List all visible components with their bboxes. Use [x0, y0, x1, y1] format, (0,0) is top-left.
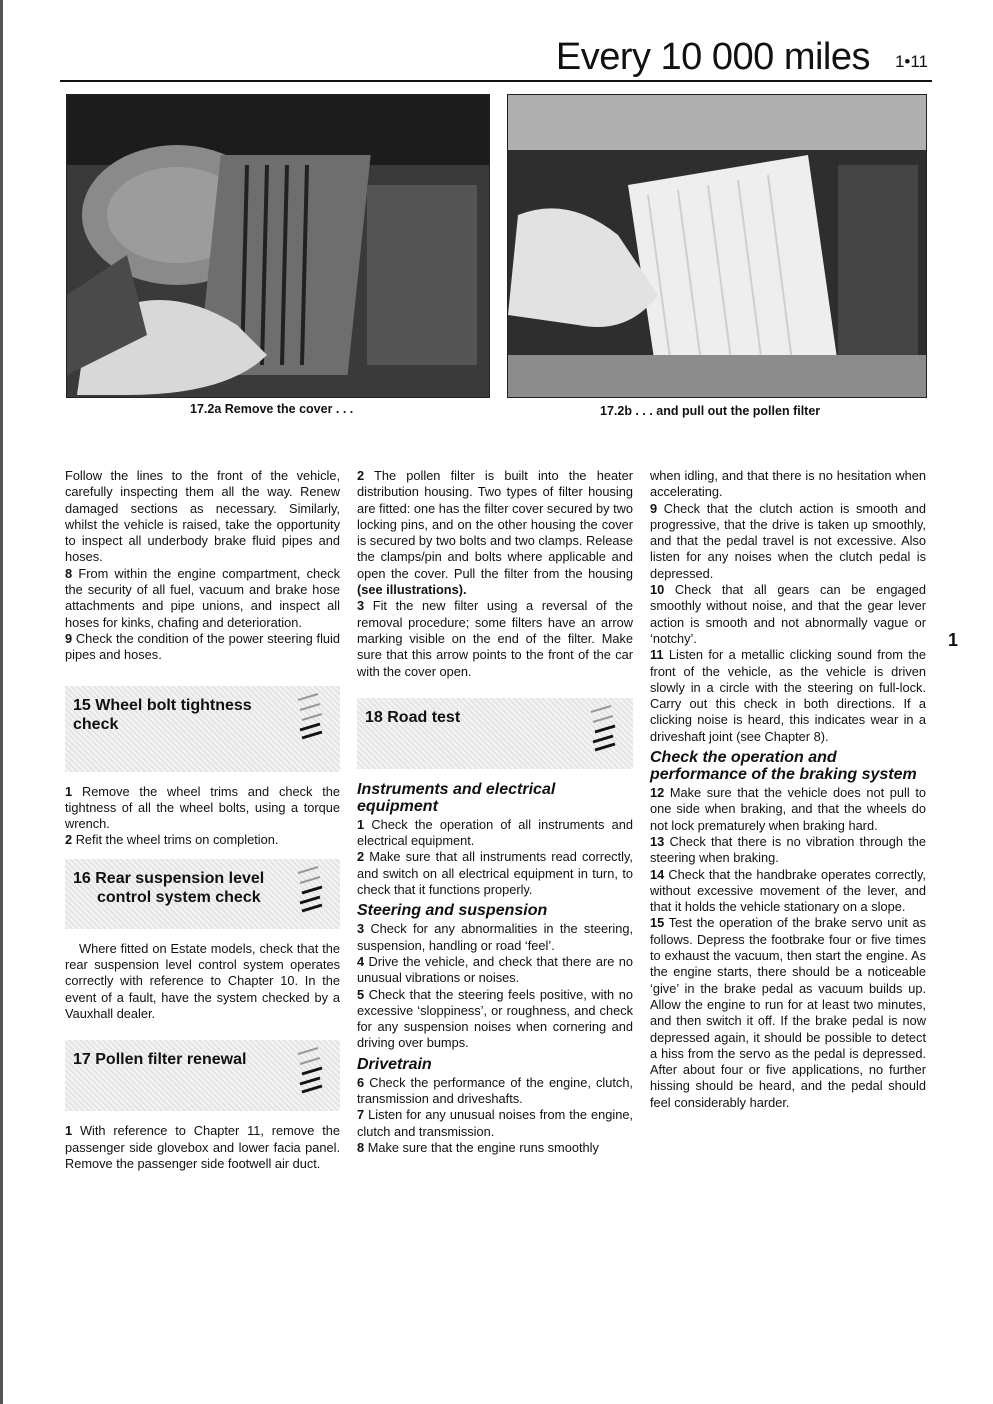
section-heading-16	[65, 859, 340, 929]
step-text: Drive the vehicle, and check that there are no unusual vibrations or noises.	[357, 953, 633, 986]
photo-pull-out-filter	[507, 94, 927, 398]
paragraph-17-1	[65, 1123, 340, 1172]
section-title: Wheel bolt tightness check	[73, 696, 252, 733]
step-text: Check that all gears can be engaged smoothly without noise, and that the gear lever action is smooth and not abnormally vague or ‘notchy’.	[650, 582, 926, 646]
step-text: With reference to Chapter 11, remove the passenger side glovebox and lower facia panel. Remove the passenger side footwell air duct.	[65, 1123, 340, 1171]
paragraph-18-4	[357, 954, 633, 987]
step-text: Make sure that the engine runs smoothly	[367, 1139, 599, 1155]
paragraph-18-6	[357, 1075, 633, 1108]
step-text: From within the engine compartment, check the security of all fuel, vacuum and brake hose attachments and pipe unions, and inspect all hoses for kinks, chafing and deterioration.	[65, 565, 341, 630]
section-title-line-2: control system check	[97, 888, 261, 906]
step-number: 1	[357, 816, 365, 832]
paragraph: Follow the lines to the front of the vehicle, carefully inspecting them all the way. Renew damaged sections as necessary. Similarly, whilst the vehicle is raised, take the opportunity to inspect all underbody brake fluid pipes and hoses.	[65, 468, 340, 565]
paragraph-continued: when idling, and that there is no hesitation when accelerating.	[650, 468, 926, 500]
step-text: The pollen filter is built into the heater distribution housing. Two types of filter housing are fitted: one has the filter cover secured by two locking pins, and on the other housing the cover is secured by two bolts and two clamps. Release the clamps/pin and bolts where applicable and open the cover. Pull the filter from the housing	[357, 468, 633, 581]
section-title: Road test	[387, 708, 461, 726]
step-number: 7	[357, 1107, 365, 1123]
step-text: Check for any abnormalities in the steering, suspension, handling or road ‘feel’.	[357, 921, 634, 953]
step-number: 11	[650, 647, 664, 663]
step-number: 8	[65, 565, 73, 581]
page-header	[60, 30, 932, 82]
page-number: 1•11	[894, 52, 928, 71]
step-text: Remove the wheel trims and check the tightness of all the wheel bolts, using a torque wrench.	[65, 783, 341, 832]
section-heading-18	[357, 698, 633, 769]
section-number: 15	[73, 696, 91, 714]
paragraph-18-11	[650, 647, 926, 745]
step-text: Test the operation of the brake servo unit as follows. Depress the footbrake four or five times to exhaust the vacuum, then start the engine. As the engine starts, there should be a noticeable ‘give’ in the brake pedal as vacuum builds up. Allow the engine to run for at least two minutes, and then switch it off. If the brake pedal is now depressed again, it should be possible to detect a hiss from the servo as the pedal is depressed. After about four or five applications, no further hissing should be heard, and the pedal should feel considerably harder.	[650, 915, 926, 1110]
step-text: Make sure that the vehicle does not pull to one side when braking, and that the wheels do not lock prematurely when braking hard.	[650, 785, 926, 833]
paragraph-18-12	[650, 785, 926, 834]
step-text: Check that the handbrake operates correctly, without excessive movement of the lever, and that it holds the vehicle stationary on a slope.	[650, 866, 926, 915]
paragraph-9	[65, 631, 340, 664]
photo-pull-out-filter-image	[508, 95, 926, 397]
paragraph-18-14	[650, 867, 926, 916]
section-title: Rear suspension level	[95, 869, 265, 887]
section-heading-15	[65, 686, 340, 772]
step-number: 6	[357, 1074, 365, 1090]
step-text: Check the condition of the power steering fluid pipes and hoses.	[65, 630, 341, 663]
step-number: 9	[650, 500, 658, 516]
step-number: 4	[357, 953, 365, 969]
step-number: 14	[650, 866, 665, 882]
paragraph-18-10	[650, 582, 926, 647]
subheading-braking: Check the operation and performance of the braking system	[650, 749, 917, 784]
paragraph-18-9	[650, 501, 926, 582]
section-number: 17	[73, 1051, 91, 1069]
page-title: Every 10 000 miles	[555, 36, 870, 78]
section-number: 18	[365, 708, 383, 726]
step-number: 3	[357, 598, 365, 614]
chapter-tab: 1	[948, 630, 959, 650]
subheading-instruments: Instruments and electrical equipment	[357, 780, 556, 815]
paragraph-18-1	[357, 817, 633, 850]
step-text: Fit the new filter using a reversal of the removal procedure; some filters have an arrow marking visible on the end of the filter. Make sure that this arrow points to the front of the car with the cover open.	[357, 598, 633, 679]
paragraph-18-5	[357, 987, 633, 1052]
step-text: Check that the clutch action is smooth and progressive, that the drive is taken up smoothly, and that the pedal travel is not excessive. Also listen for any noises when the clutch pedal is depressed.	[650, 500, 926, 581]
page-edge	[0, 0, 3, 1404]
subheading-steering: Steering and suspension	[357, 902, 548, 920]
step-text: Refit the wheel trims on completion.	[75, 832, 279, 848]
step-text: Listen for a metallic clicking sound from the front of the vehicle, as the vehicle is driven slowly in a circle with the steering on full-lock. Carry out this check in both directions. If a clicking noise is heard, this indicates wear in a driveshaft joint (see Chapter 8).	[650, 647, 927, 744]
section-number: 16	[73, 869, 91, 887]
step-text: Listen for any unusual noises from the engine, clutch and transmission.	[357, 1107, 633, 1139]
paragraph-17-2	[357, 468, 633, 598]
step-text: Check the operation of all instruments and electrical equipment.	[357, 816, 633, 849]
paragraph-16: Where fitted on Estate models, check that the rear suspension level control system operates correctly with reference to Chapter 10. In the event of a fault, have the system checked by a Vauxhall dealer.	[65, 940, 340, 1021]
step-text: Make sure that all instruments read correctly, and switch on all electrical equipment in turn, to check that it functions properly.	[357, 849, 633, 898]
step-number: 5	[357, 986, 365, 1002]
spanner-rating-icon	[294, 692, 326, 744]
step-number: 15	[650, 915, 665, 931]
spanner-rating-icon	[294, 865, 326, 917]
step-number: 1	[65, 1123, 73, 1139]
subheading-drivetrain: Drivetrain	[357, 1055, 432, 1073]
step-text: Check that the steering feels positive, with no excessive ‘sloppiness’, or roughness, and check for any suspension noises when cornering and driving over bumps.	[357, 986, 633, 1051]
step-number: 2	[65, 832, 73, 848]
paragraph-18-3	[357, 921, 633, 954]
paragraph-15-2	[65, 832, 340, 848]
step-number: 8	[357, 1139, 365, 1155]
illustration-reference: (see illustrations).	[357, 582, 467, 598]
step-number: 9	[65, 630, 73, 646]
paragraph-18-8	[357, 1140, 633, 1156]
step-number: 1	[65, 783, 73, 799]
photo-remove-cover-image	[67, 95, 489, 397]
step-number: 2	[357, 468, 365, 483]
column-2	[357, 468, 633, 1156]
step-number: 10	[650, 582, 665, 598]
step-text: Check the performance of the engine, clutch, transmission and driveshafts.	[357, 1074, 633, 1107]
step-number: 3	[357, 921, 365, 937]
caption-remove-cover: 17.2a Remove the cover . . .	[190, 402, 354, 416]
section-heading-17	[65, 1040, 340, 1111]
step-number: 12	[650, 785, 665, 801]
paragraph-18-13	[650, 834, 926, 867]
photo-remove-cover	[66, 94, 490, 398]
paragraph-15-1	[65, 784, 340, 833]
spanner-rating-icon	[587, 704, 619, 756]
paragraph-18-15	[650, 915, 926, 1111]
step-number: 13	[650, 833, 665, 849]
caption-pull-out-filter: 17.2b . . . and pull out the pollen filter	[600, 404, 821, 418]
column-3	[650, 468, 926, 1111]
step-text: Check that there is no vibration through the steering when braking.	[650, 833, 926, 866]
paragraph-18-7	[357, 1107, 633, 1140]
step-number: 2	[357, 849, 365, 865]
column-1	[65, 468, 340, 1172]
paragraph-17-3	[357, 598, 633, 679]
paragraph-8	[65, 566, 340, 631]
section-title: Pollen filter renewal	[95, 1051, 247, 1069]
paragraph-18-2	[357, 849, 633, 898]
spanner-rating-icon	[294, 1046, 326, 1098]
